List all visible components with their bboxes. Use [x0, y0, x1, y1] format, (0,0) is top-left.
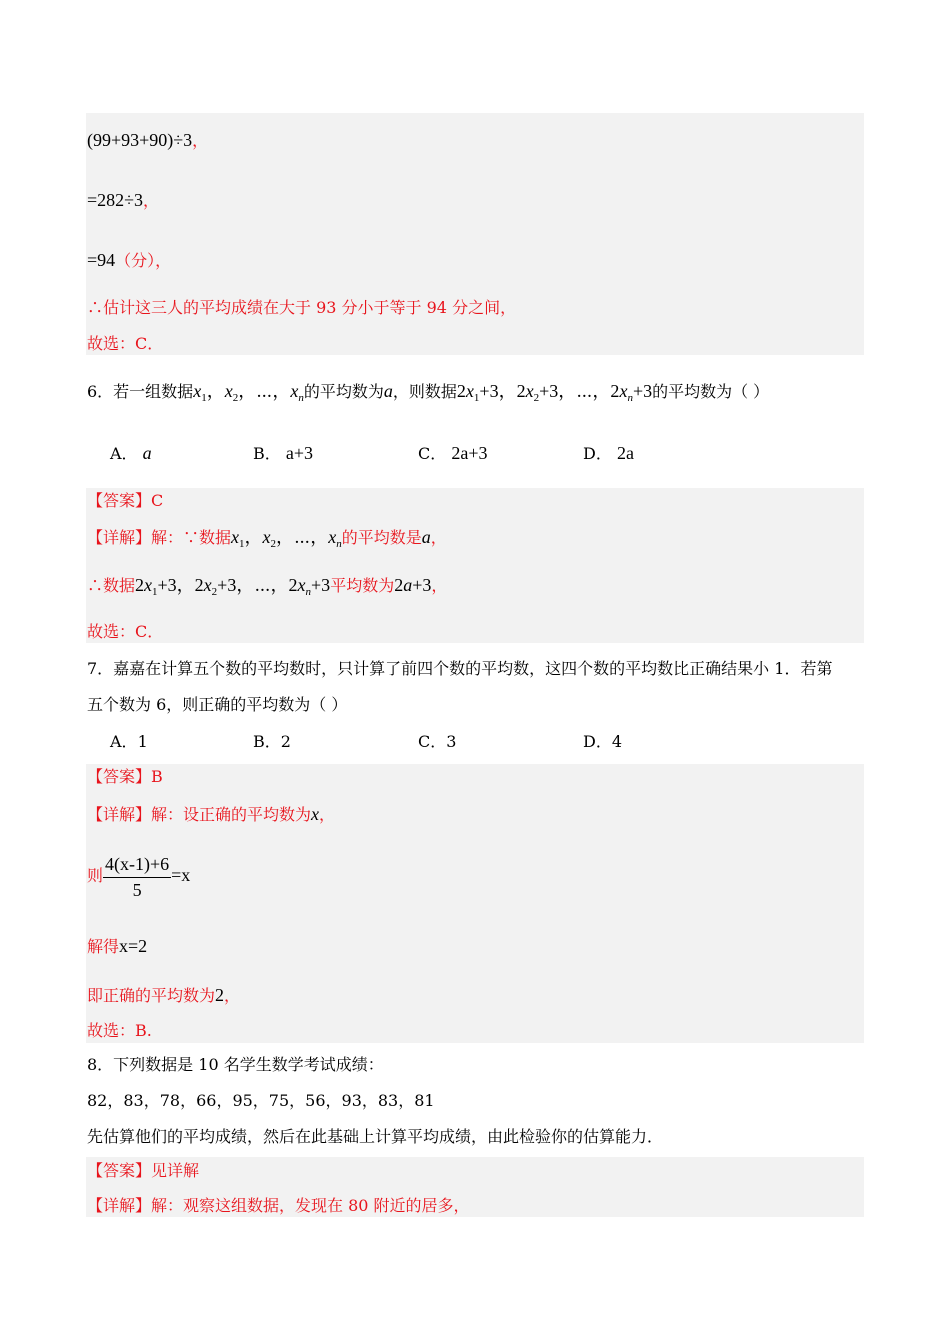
calc-line-1: (99+93+90)÷3， — [87, 130, 209, 150]
q6-option-c: C． 2a+3 — [418, 443, 488, 463]
q7-solve: 解得x=2 — [87, 936, 148, 956]
q7-answer: 【答案】B — [87, 767, 163, 786]
q6-choice: 故选：C． — [87, 622, 164, 641]
fraction: $\frac{4(x-1)+6}{5}$ — [103, 851, 171, 902]
q7-option-a: A．1 — [110, 732, 148, 751]
q6-detail: 【详解】解：∵数据$x_1$，$x_2$，⋯，$x_n$的平均数是a， — [87, 527, 447, 550]
question-8-task: 先估算他们的平均成绩，然后在此基础上计算平均成绩，由此检验你的估算能力． — [87, 1127, 664, 1146]
q7-result: 即正确的平均数为2， — [87, 985, 241, 1005]
calc-expression-2: =282÷3 — [87, 190, 144, 210]
question-8-data: 82，83，78，66，95，75，56，93，83，81 — [87, 1091, 435, 1110]
q7-option-c: C．3 — [418, 732, 457, 751]
q7-equation: 则 $\frac{4(x-1)+6}{5}$ =x — [87, 846, 190, 905]
q6-answer: 【答案】C — [87, 491, 164, 510]
question-8-stem: 8．下列数据是 10 名学生数学考试成绩： — [87, 1055, 384, 1074]
choice-line: 故选：C． — [87, 334, 164, 353]
conclusion-line: ∴估计这三人的平均成绩在大于 93 分小于等于 94 分之间， — [87, 298, 517, 317]
calc-line-3: =94（分）， — [87, 250, 172, 270]
q7-choice: 故选：B. — [87, 1021, 152, 1040]
q6-option-d: D． 2a — [583, 443, 634, 463]
q8-detail: 【详解】解：观察这组数据，发现在 80 附近的居多， — [87, 1196, 470, 1215]
solution-block-q6 — [86, 488, 864, 643]
question-6-stem: 6．若一组数据$x_1$，$x_2$，⋯，$x_n$的平均数为a，则数据$2x_1+3$，$2x_2+3$，⋯，$2x_n+3$的平均数为（ ） — [87, 381, 770, 404]
q6-option-b: B． a+3 — [253, 443, 313, 463]
q7-option-d: D．4 — [583, 732, 623, 751]
q8-answer: 【答案】见详解 — [87, 1161, 200, 1180]
q6-detail-line-2: ∴数据$2x_1+3$，$2x_2+3$，⋯，$2x_n+3$平均数为2a+3， — [87, 575, 448, 598]
question-7-stem-line-1: 7．嘉嘉在计算五个数的平均数时，只计算了前四个数的平均数，这四个数的平均数比正确结果小 1．若第 — [87, 659, 833, 678]
calc-expression-1: (99+93+90)÷3 — [87, 130, 193, 150]
calc-line-2: =282÷3， — [87, 190, 160, 210]
q7-option-b: B．2 — [253, 732, 291, 751]
calc-expression-3: =94 — [87, 250, 116, 270]
q7-detail: 【详解】解：设正确的平均数为x， — [87, 804, 336, 824]
q6-option-a: A． a — [110, 443, 152, 463]
question-7-stem-line-2: 五个数为 6，则正确的平均数为（ ） — [87, 695, 348, 714]
